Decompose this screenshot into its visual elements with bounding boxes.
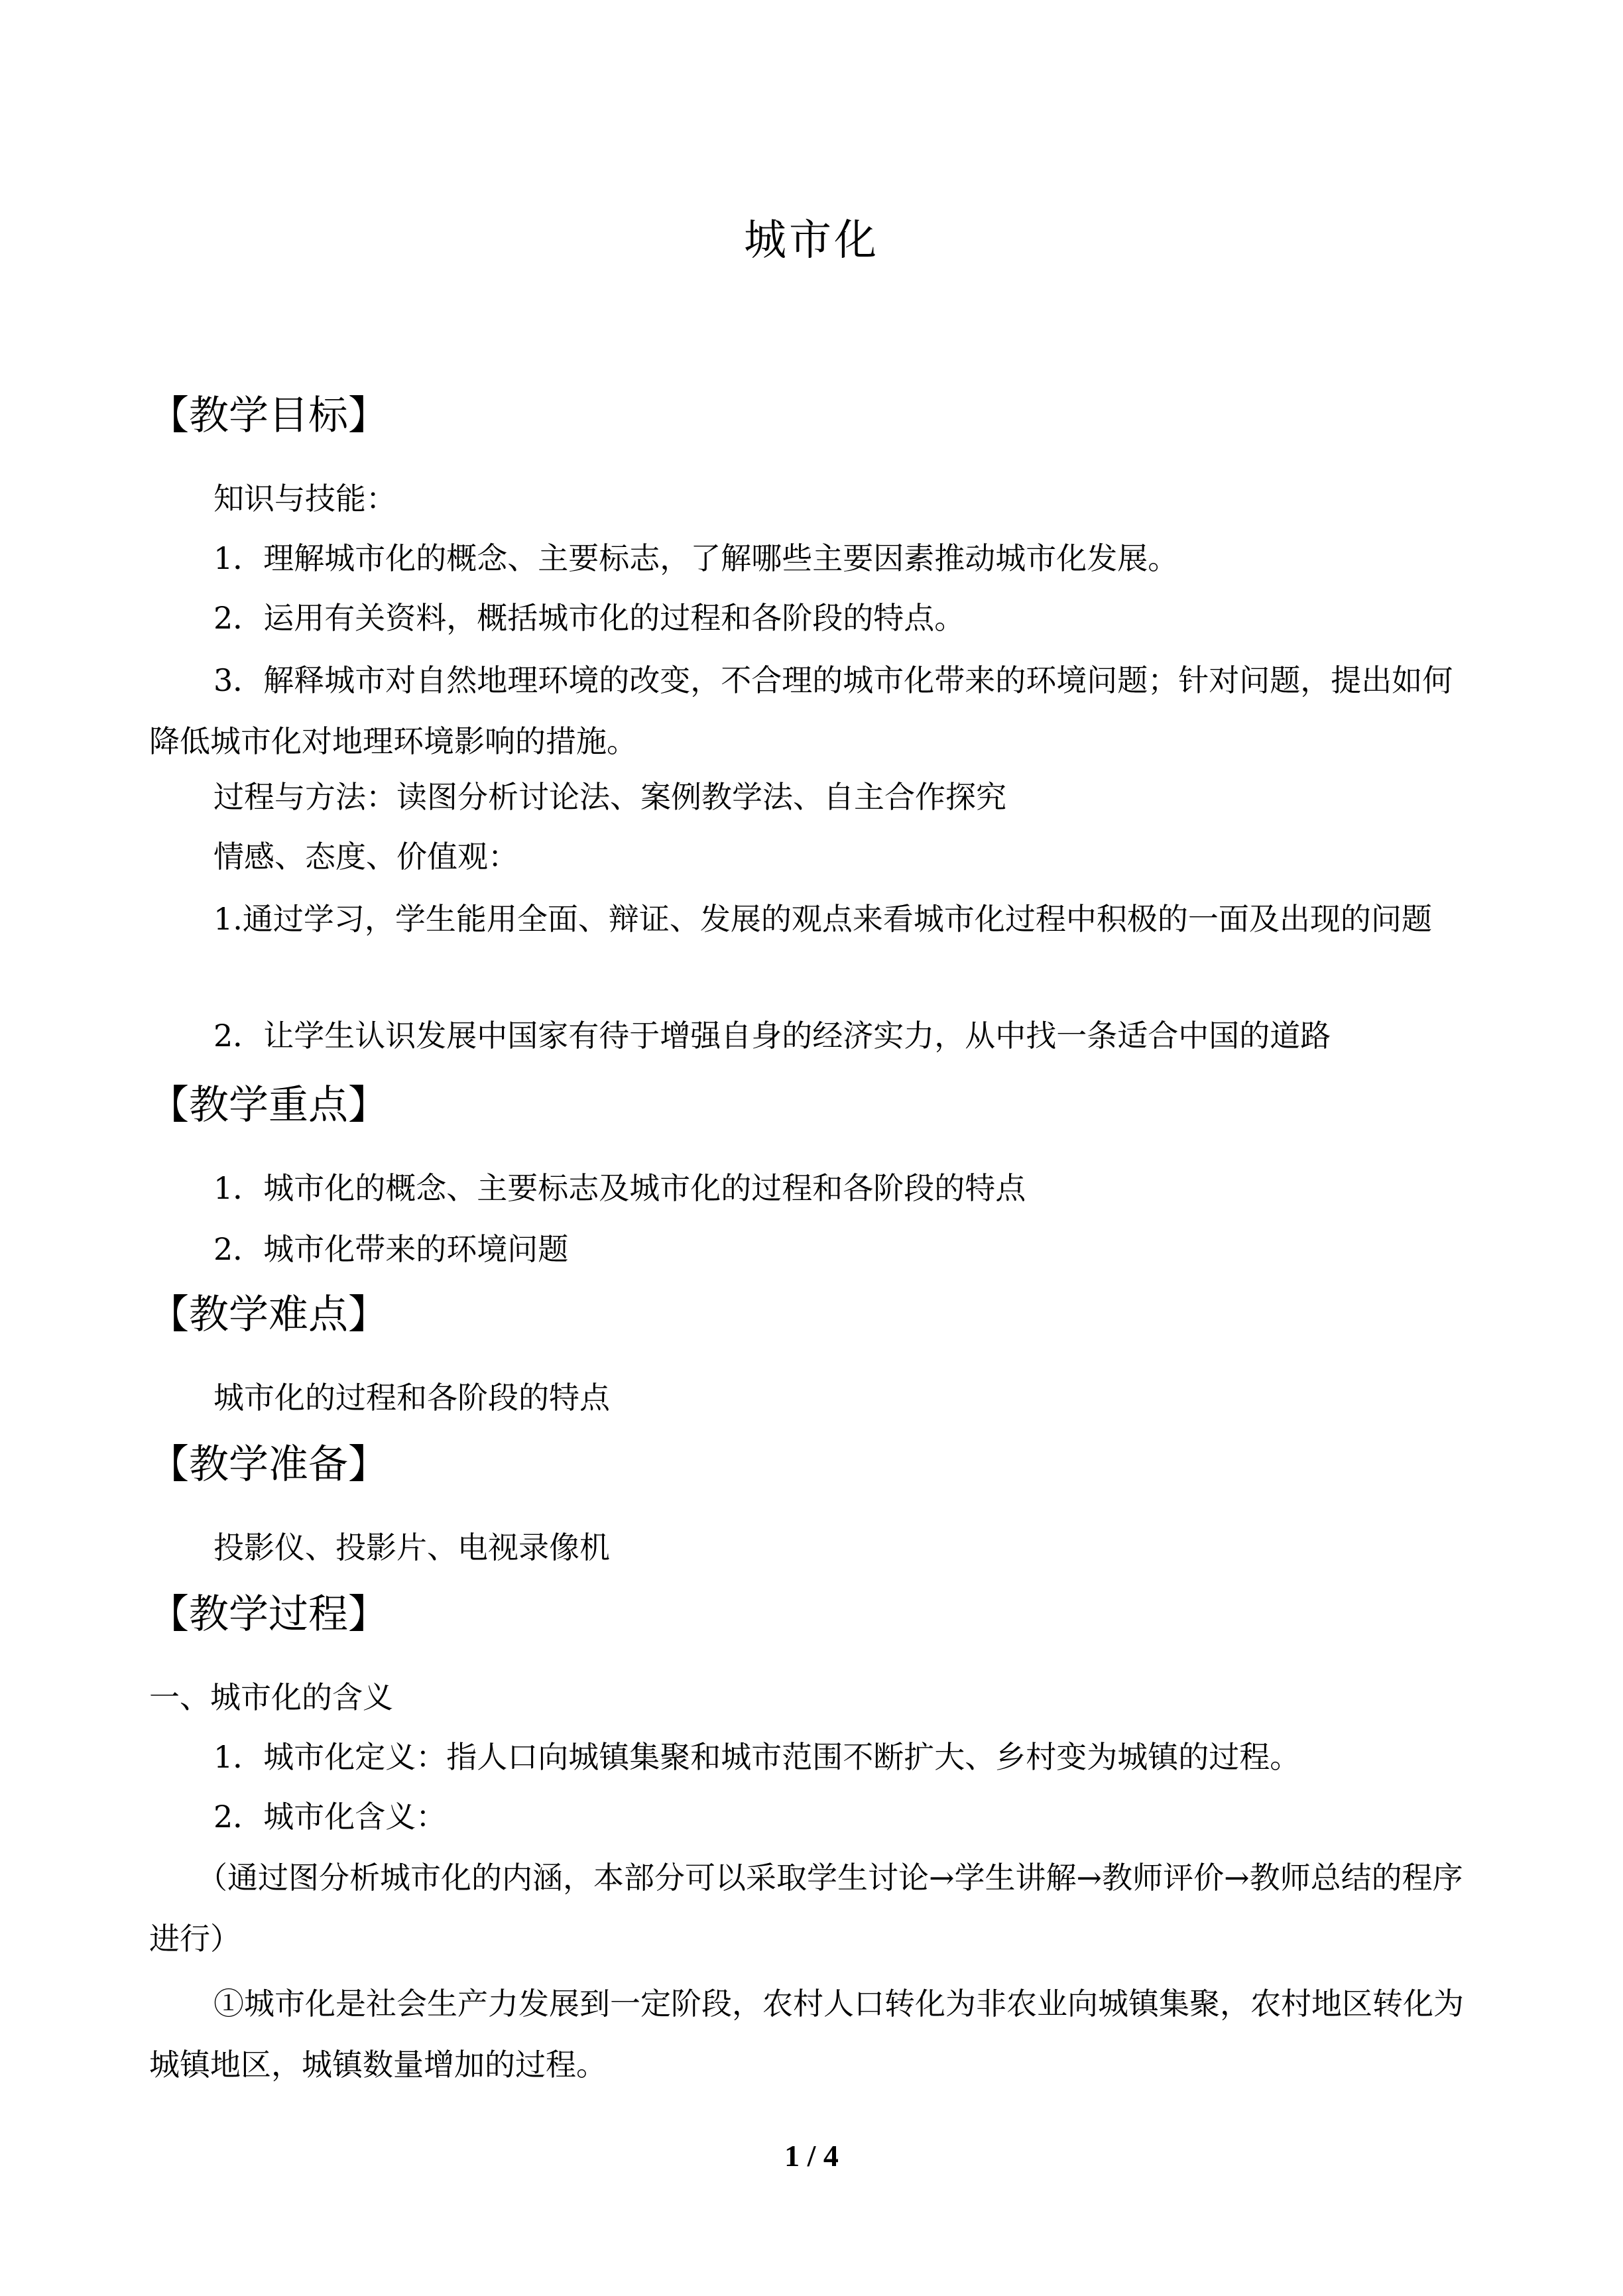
difficulty-1: 城市化的过程和各阶段的特点 [213,1380,610,1416]
knowledge-label: 知识与技能： [213,481,396,516]
preparation-items: 投影仪、投影片、电视录像机 [213,1530,610,1565]
meaning-point-1: ①城市化是社会生产力发展到一定阶段，农村人口转化为非农业向城镇集聚，农村地区转化为城镇地区，城镇数量增加的过程。 [149,1986,1464,2083]
heading-key-points: 【教学重点】 [149,1082,388,1128]
page-title: 城市化 [744,216,879,265]
teaching-note: （通过图分析城市化的内涵，本部分可以采取学生讨论→学生讲解→教师评价→教师总结的程序进行） [149,1860,1463,1957]
objective-emotion-1: 1.通过学习，学生能用全面、辩证、发展的观点来看城市化过程中积极的一面及出现的问题 [213,901,1432,937]
page-number: 1 / 4 [784,2139,839,2173]
heading-process: 【教学过程】 [149,1591,388,1638]
heading-difficulties: 【教学难点】 [149,1292,388,1338]
process-subheading-1: 一、城市化的含义 [149,1679,393,1715]
key-point-1: 1．城市化的概念、主要标志及城市化的过程和各阶段的特点 [213,1170,1026,1206]
urbanization-meaning-label: 2．城市化含义： [213,1799,447,1835]
objective-emotion-2: 2．让学生认识发展中国家有待于增强自身的经济实力，从中找一条适合中国的道路 [213,1018,1331,1054]
objective-knowledge-2: 2．运用有关资料，概括城市化的过程和各阶段的特点。 [213,600,965,636]
process-methods: 过程与方法：读图分析讨论法、案例教学法、自主合作探究 [213,779,1006,815]
heading-preparation: 【教学准备】 [149,1441,388,1488]
emotion-label: 情感、态度、价值观： [213,839,518,875]
objective-knowledge-3: 3．解释城市对自然地理环境的改变，不合理的城市化带来的环境问题；针对问题，提出如何降低城市化对地理环境影响的措施。 [149,662,1453,759]
key-point-2: 2．城市化带来的环境问题 [213,1231,569,1267]
urbanization-definition: 1．城市化定义：指人口向城镇集聚和城市范围不断扩大、乡村变为城镇的过程。 [213,1739,1301,1775]
heading-objectives: 【教学目标】 [149,393,388,439]
objective-knowledge-1: 1．理解城市化的概念、主要标志，了解哪些主要因素推动城市化发展。 [213,540,1179,576]
